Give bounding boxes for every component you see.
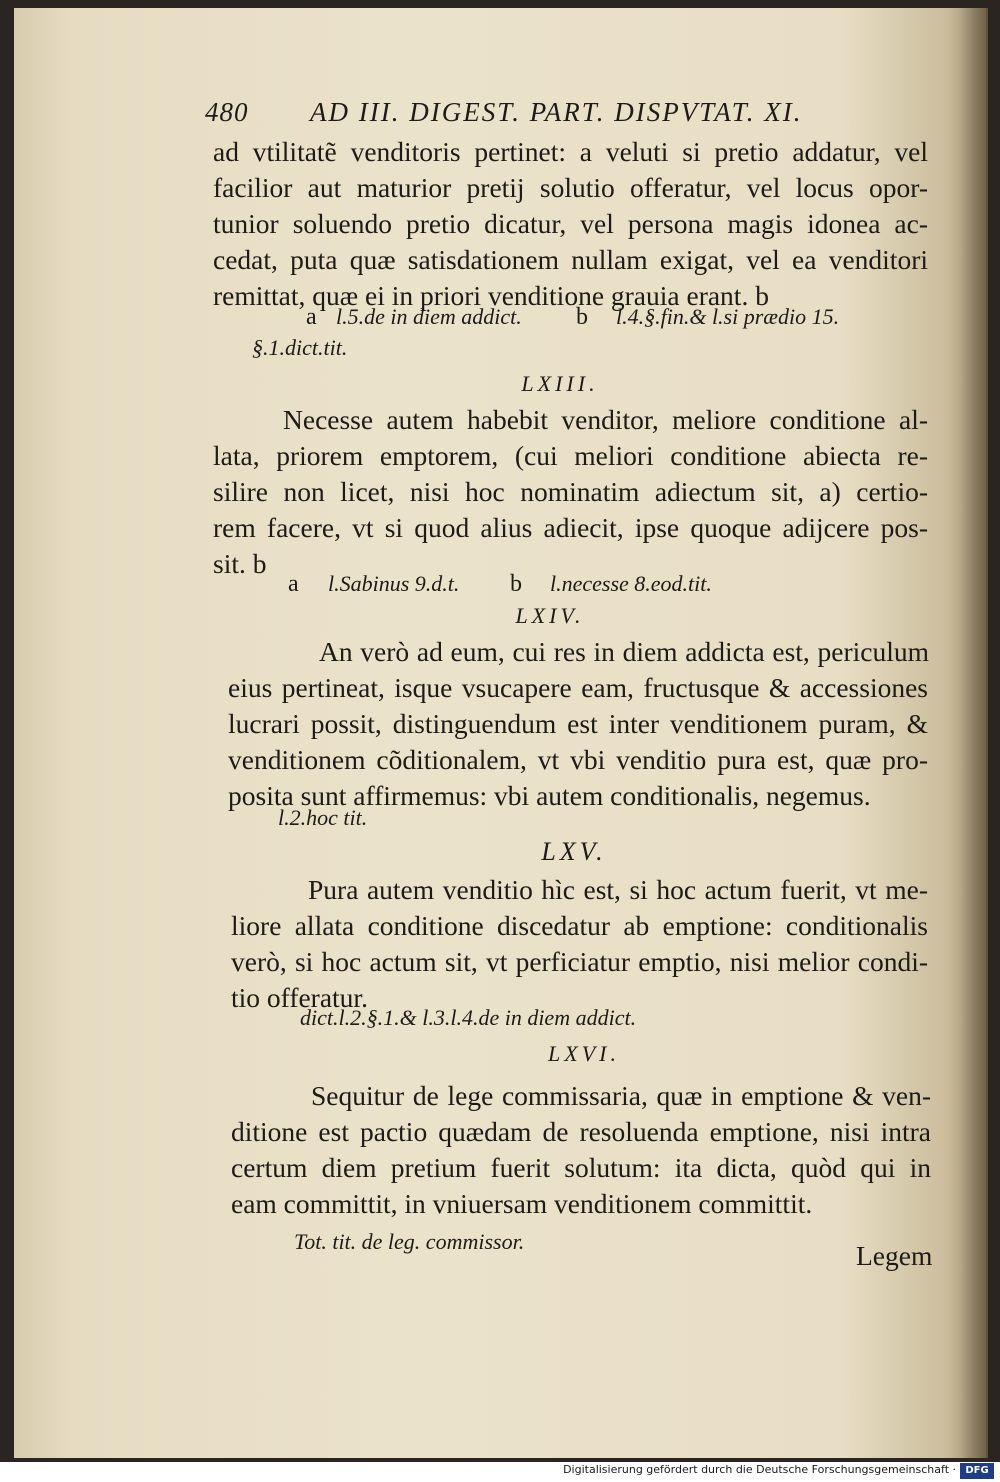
- text-line: certum diem pretium fuerit solutum: ita dicta, quòd qui in: [231, 1152, 931, 1183]
- text-line: Sequitur de lege commissaria, quæ in emptione & ven-: [311, 1080, 931, 1111]
- footnote-citation: l.Sabinus 9.d.t.: [328, 571, 460, 596]
- text-line: Pura autem venditio hìc est, si hoc actum fuerit, vt me-: [308, 874, 928, 905]
- footnote-mark: a: [288, 571, 299, 597]
- section-heading: LXIII.: [521, 371, 599, 396]
- text-line: verò, si hoc actum sit, vt perficiatur emptio, nisi melior condi-: [231, 946, 928, 977]
- text-line: rem facere, vt si quod alius adiecit, ipse quoque adijcere pos-: [213, 512, 928, 543]
- footnote-mark: a: [306, 304, 317, 330]
- text-line: facilior aut maturior pretij solutio offeratur, vel locus opor-: [213, 172, 928, 203]
- text-line: ad vtilitatẽ venditoris pertinet: a veluti si pretio addatur, vel: [213, 136, 928, 167]
- section-heading: LXVI.: [548, 1041, 620, 1066]
- text-line: lata, priorem emptorem, (cui meliori conditione abiecta re-: [213, 440, 928, 471]
- text-line: posita sunt affirmemus: vbi autem conditionalis, negemus.: [228, 780, 871, 811]
- dfg-logo: DFG: [960, 1463, 994, 1479]
- section-heading: LXIV.: [515, 603, 585, 628]
- text-line: ditione est pactio quædam de resoluenda emptione, nisi intra: [231, 1116, 931, 1147]
- footnote-citation: l.necesse 8.eod.tit.: [550, 571, 712, 596]
- running-head: AD III. DIGEST. PART. DISPVTAT. XI.: [310, 97, 803, 127]
- text-line: sit. b: [213, 548, 267, 579]
- text-line: eius pertineat, isque vsucapere eam, fructusque & accessiones: [228, 672, 928, 703]
- catchword: Legem: [856, 1240, 933, 1271]
- text-line: liore allata conditione discedatur ab emptione: conditionalis: [231, 910, 928, 941]
- footnote-citation: Tot. tit. de leg. commissor.: [294, 1229, 525, 1254]
- text-line: tio offeratur.: [231, 982, 368, 1013]
- text-line: tunior soluendo pretio dicatur, vel persona magis idonea ac-: [213, 208, 928, 239]
- footnote-mark: b: [510, 571, 522, 597]
- text-line: An verò ad eum, cui res in diem addicta est, periculum: [319, 636, 929, 667]
- text-line: cedat, puta quæ satisdationem nullam exigat, vel ea venditori: [213, 244, 928, 275]
- footnote-citation: l.2.hoc tit.: [278, 805, 368, 830]
- section-heading: LXV.: [541, 837, 607, 866]
- page-number: 480: [205, 97, 249, 127]
- page-edge-shadow: [960, 8, 986, 1458]
- text-line: Necesse autem habebit venditor, meliore conditione al-: [283, 404, 928, 435]
- text-line: lucrari possit, distinguendum est inter venditionem puram, &: [228, 708, 928, 739]
- footer-credit: Digitalisierung gefördert durch die Deutsche Forschungsgemeinschaft ·: [563, 1463, 956, 1476]
- text-line: venditionem cõditionalem, vt vbi venditio pura est, quæ pro-: [228, 744, 928, 775]
- footnote-citation: l.4.§.fin.& l.si prædio 15.: [616, 304, 840, 329]
- footnote-citation: §.1.dict.tit.: [252, 335, 348, 360]
- book-page: [14, 8, 988, 1458]
- footnote-citation: l.5.de in diem addict.: [336, 304, 522, 329]
- footnote-mark: b: [576, 304, 588, 330]
- text-line: remittat, quæ ei in priori venditione grauia erant. b: [213, 280, 769, 311]
- text-line: silire non licet, nisi hoc nominatim adiectum sit, a) certio-: [213, 476, 928, 507]
- footnote-citation: dict.l.2.§.1.& l.3.l.4.de in diem addict.: [300, 1005, 637, 1030]
- text-line: eam committit, in vniuersam venditionem committit.: [231, 1188, 813, 1219]
